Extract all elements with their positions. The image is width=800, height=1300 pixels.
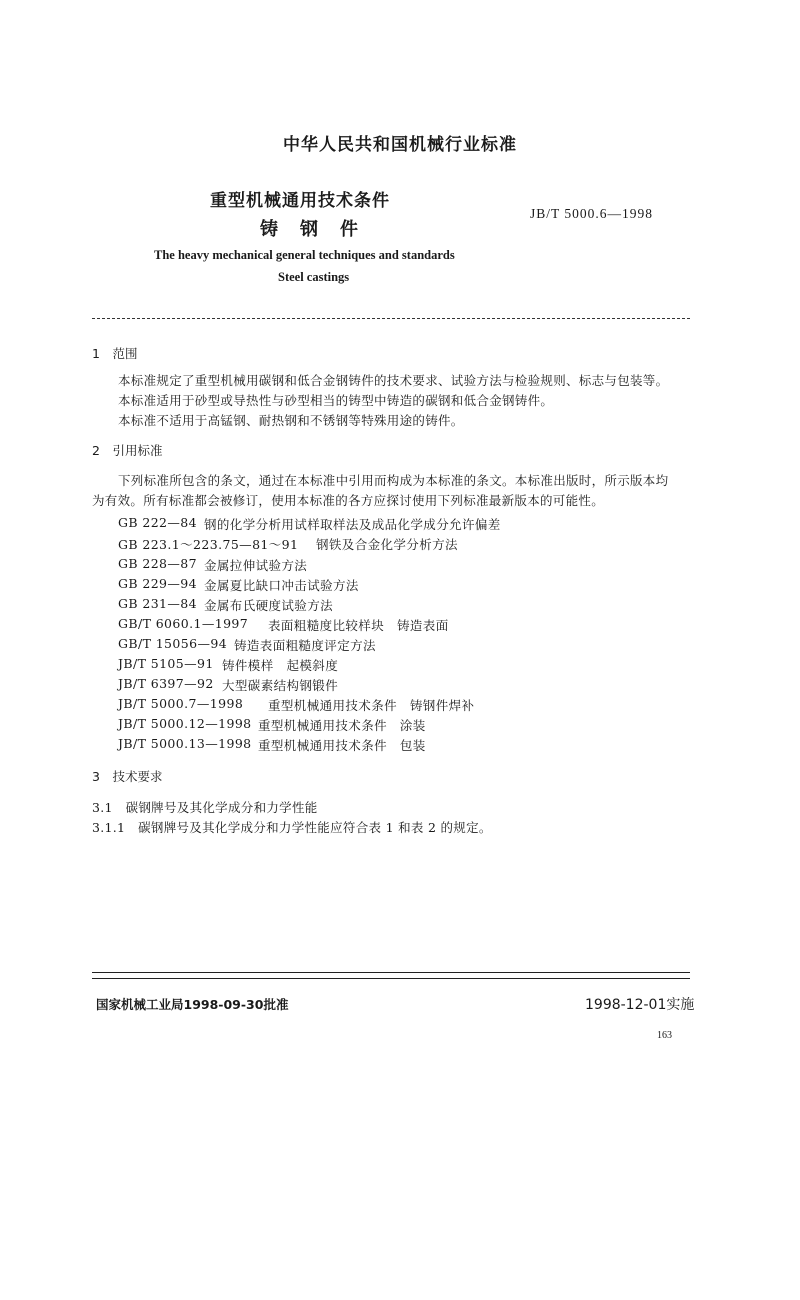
reference-title: 表面粗糙度比较样块 铸造表面 <box>268 618 449 633</box>
reference-code: JB/T 5000.13—1998 <box>118 736 252 751</box>
reference-code: GB 222—84 <box>118 515 198 530</box>
reference-code: GB 231—84 <box>118 596 198 611</box>
scope-paragraph: 本标准适用于砂型或导热性与砂型相当的铸型中铸造的碳钢和低合金钢铸件。 <box>118 393 554 408</box>
reference-title: 大型碳素结构钢锻件 <box>222 678 339 693</box>
english-title: The heavy mechanical general techniques and standards <box>154 248 455 262</box>
reference-code: JB/T 5000.7—1998 <box>118 696 244 711</box>
effective-date: 1998-12-01实施 <box>585 997 695 1013</box>
reference-title: 重型机械通用技术条件 涂装 <box>258 718 426 733</box>
document-title: 重型机械通用技术条件 <box>210 191 390 211</box>
document-subtitle: 铸钢件 <box>260 219 380 240</box>
reference-code: GB 223.1～223.75—81～91 <box>118 537 299 552</box>
reference-title: 金属布氏硬度试验方法 <box>204 598 334 613</box>
footer-rule-bottom <box>92 978 690 979</box>
footer-rule-top <box>92 972 690 973</box>
reference-title: 金属拉伸试验方法 <box>204 558 308 573</box>
section-heading-references: 2 引用标准 <box>92 443 163 458</box>
reference-code: GB/T 15056—94 <box>118 636 228 651</box>
reference-code: JB/T 6397—92 <box>118 676 214 691</box>
scope-paragraph: 本标准不适用于高锰钢、耐热钢和不锈钢等特殊用途的铸件。 <box>118 413 464 428</box>
reference-title: 钢的化学分析用试样取样法及成品化学成分允许偏差 <box>204 517 501 532</box>
scope-paragraph: 本标准规定了重型机械用碳钢和低合金钢铸件的技术要求、试验方法与检验规则、标志与包装等。 <box>118 373 669 388</box>
approval-date: 国家机械工业局1998-09-30批准 <box>96 997 289 1012</box>
reference-title: 铸件模样 起模斜度 <box>222 658 339 673</box>
reference-title: 铸造表面粗糙度评定方法 <box>234 638 376 653</box>
reference-code: GB 228—87 <box>118 556 198 571</box>
reference-title: 金属夏比缺口冲击试验方法 <box>204 578 359 593</box>
reference-code: GB/T 6060.1—1997 <box>118 616 249 631</box>
reference-title: 钢铁及合金化学分析方法 <box>316 537 458 552</box>
reference-code: JB/T 5105—91 <box>118 656 214 671</box>
english-subtitle: Steel castings <box>278 270 350 284</box>
section-heading-requirements: 3 技术要求 <box>92 769 163 784</box>
subsection-3-1-1: 3.1.1 碳钢牌号及其化学成分和力学性能应符合表 1 和表 2 的规定。 <box>92 820 492 835</box>
page-number: 163 <box>657 1030 672 1041</box>
reference-title: 重型机械通用技术条件 铸钢件焊补 <box>268 698 475 713</box>
reference-code: GB 229—94 <box>118 576 198 591</box>
references-intro-line: 下列标准所包含的条文，通过在本标准中引用而构成为本标准的条文。本标准出版时，所示版本均 <box>118 473 669 488</box>
reference-code: JB/T 5000.12—1998 <box>118 716 252 731</box>
subsection-3-1: 3.1 碳钢牌号及其化学成分和力学性能 <box>92 800 318 815</box>
standard-code: JB/T 5000.6—1998 <box>530 206 654 221</box>
reference-title: 重型机械通用技术条件 包装 <box>258 738 426 753</box>
header-organization: 中华人民共和国机械行业标准 <box>283 135 517 155</box>
section-heading-scope: 1 范围 <box>92 346 138 361</box>
references-intro-line: 为有效。所有标准都会被修订，使用本标准的各方应探讨使用下列标准最新版本的可能性。 <box>92 493 605 508</box>
header-divider <box>92 318 690 319</box>
